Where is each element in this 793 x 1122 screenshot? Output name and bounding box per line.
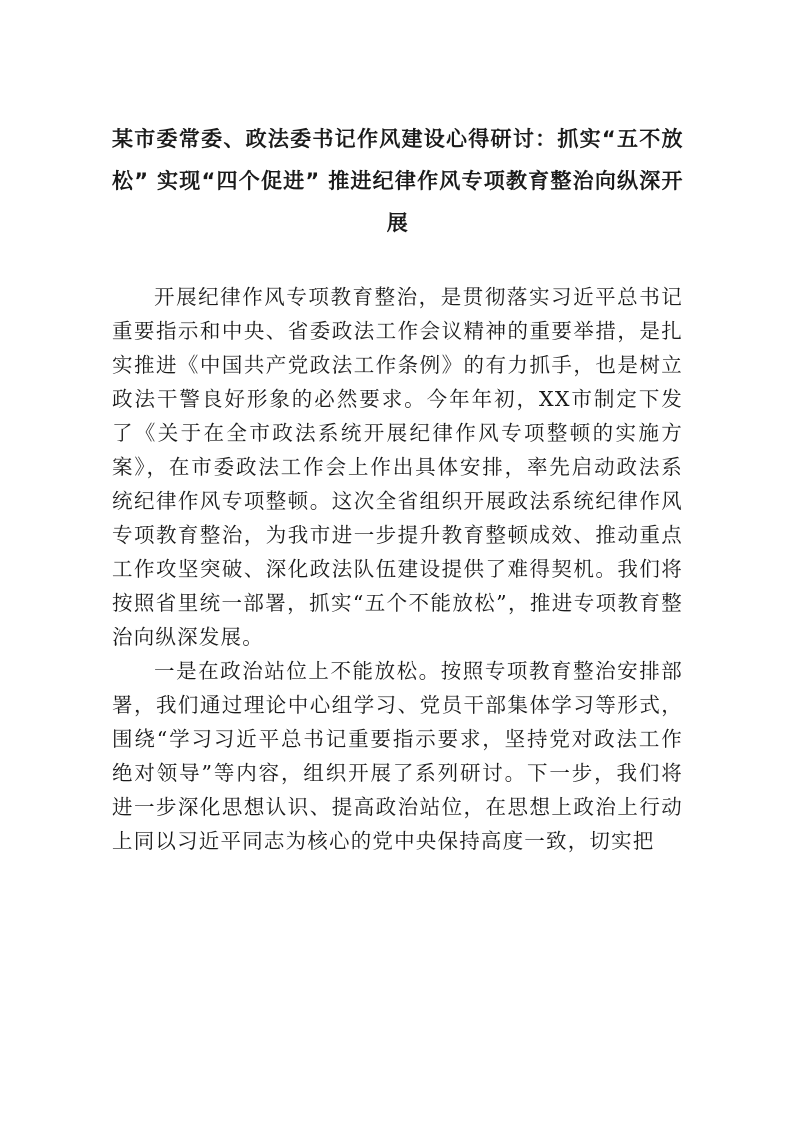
document-title: 某市委常委、政法委书记作风建设心得研讨：抓实“五不放松” 实现“四个促进” 推进纪律作风专项教育整治向纵深开展 xyxy=(112,127,683,235)
paragraph-intro: 开展纪律作风专项教育整治，是贯彻落实习近平总书记重要指示和中央、省委政法工作会议精神的重要举措，是扎实推进《中国共产党政法工作条例》的有力抓手，也是树立政法干警良好形象的必然要求。今年年初，XX市制定下发了《关于在全市政法系统开展纪律作风专项整顿的实施方案》，在市委政法工作会上作出具体安排，率先启动政法系统纪律作风专项整顿。这次全省组织开展政法系统纪律作风专项教育整治，为我市进一步提升教育整顿成效、推动重点工作攻坚突破、深化政法队伍建设提供了难得契机。我们将按照省里统一部署，抓实“五个不能放松”，推进专项教育整治向纵深发展。 xyxy=(112,285,683,649)
paragraph-point-one: 一是在政治站位上不能放松。按照专项教育整治安排部署，我们通过理论中心组学习、党员干部集体学习等形式，围绕“学习习近平总书记重要指示要求，坚持党对政法工作绝对领导”等内容，组织开展了系列研讨。下一步，我们将进一步深化思想认识、提高政治站位，在思想上政治上行动上同以习近平同志为核心的党中央保持高度一致，切实把 xyxy=(112,659,683,853)
